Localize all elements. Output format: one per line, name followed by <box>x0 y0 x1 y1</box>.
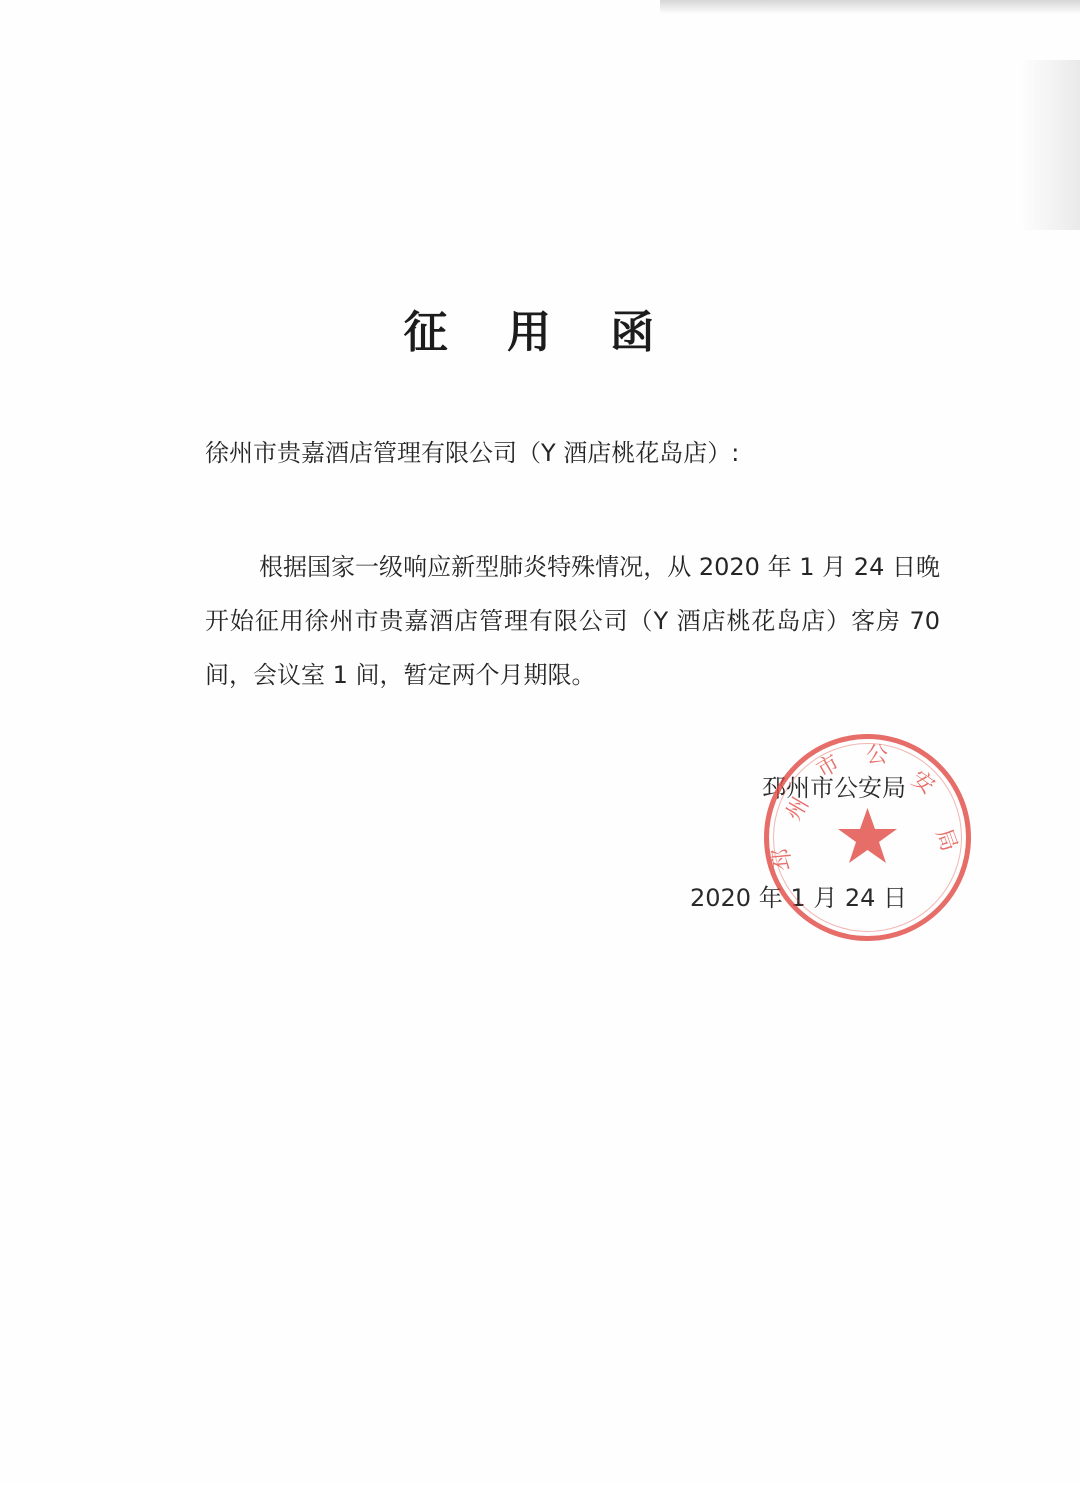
signer: 邳州市公安局 <box>762 774 906 802</box>
scan-shadow <box>660 0 1080 14</box>
seal-char: 州 <box>781 793 815 825</box>
seal-char: 局 <box>930 825 962 855</box>
seal-char: 公 <box>866 743 889 768</box>
addressee: 徐州市贵嘉酒店管理有限公司（Y 酒店桃花岛店）: <box>205 439 740 467</box>
star-icon <box>838 808 897 863</box>
seal-char: 安 <box>906 766 939 800</box>
seal-char: 邳 <box>769 847 796 872</box>
official-seal <box>760 730 975 945</box>
document-date: 2020 年 1 月 24 日 <box>690 884 908 912</box>
seal-char: 市 <box>812 750 845 784</box>
document-title: 征 用 函 <box>403 307 677 358</box>
body-paragraph: 根据国家一级响应新型肺炎特殊情况，从 2020 年 1 月 24 日晚开始征用徐州市贵嘉酒店管理有限公司（Y 酒店桃花岛店）客房 70 间，会议室 1 间，暂定两个月期限。 <box>205 553 940 689</box>
scan-shadow <box>1020 60 1080 230</box>
